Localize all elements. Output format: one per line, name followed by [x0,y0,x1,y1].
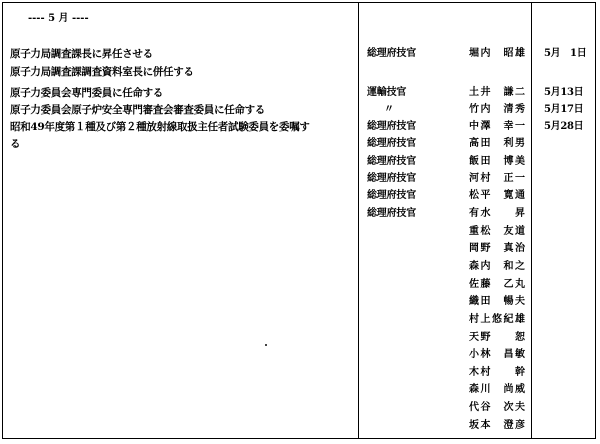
column-divider [531,2,532,439]
official-title: 総理府技官 [367,156,416,167]
appointment-date: 5月13日 [544,87,584,98]
month-heading: ---- 5 月 ---- [28,13,89,24]
person-name: 佐藤 乙丸 [469,279,525,290]
person-name: 坂本 澄彦 [469,420,525,431]
person-name: 織田 暢夫 [469,296,525,307]
matter-line: る [10,138,21,150]
appointment-date: 5月17日 [544,104,584,115]
person-name: 堀内 昭雄 [469,48,525,59]
matter-line: 原子力委員会専門委員に任命する [10,87,163,99]
matter-line: 原子力委員会原子炉安全専門審査会審査委員に任命する [10,104,265,116]
matter-line: 昭和49年度第１種及び第２種放射線取扱主任者試験委員を委嘱す [10,121,310,133]
person-name: 河村 正一 [469,173,525,184]
official-title: 総理府技官 [367,121,416,132]
column-divider [358,2,359,439]
official-title: 運輸技官 [367,87,407,98]
person-name: 松平 寛通 [469,190,525,201]
person-name: 小林 昌敏 [469,349,525,360]
official-title: 〃 [384,104,394,115]
appointment-date: 5月 1日 [544,48,587,59]
official-title: 総理府技官 [367,48,416,59]
matter-line: 原子力局調査課調査資料室長に併任する [10,66,194,78]
person-name: 中澤 幸一 [469,121,525,132]
person-name: 森川 尚威 [469,384,525,395]
official-title: 総理府技官 [367,138,416,149]
appointment-date: 5月28日 [544,121,584,132]
official-title: 総理府技官 [367,208,416,219]
person-name: 天野 恕 [469,332,525,343]
person-name: 村上悠紀雄 [469,314,525,325]
person-name: 飯田 博美 [469,156,525,167]
person-name: 土井 謙二 [469,87,525,98]
person-name: 重松 友道 [469,226,525,237]
official-title: 総理府技官 [367,173,416,184]
person-name: 木村 幹 [469,367,525,378]
person-name: 森内 和之 [469,261,525,272]
person-name: 有水 昇 [469,208,525,219]
person-name: 竹内 清秀 [469,104,525,115]
person-name: 高田 利男 [469,138,525,149]
person-name: 岡野 真治 [469,243,525,254]
matter-line: 原子力局調査課長に昇任させる [10,48,153,60]
stray-dot [265,344,267,346]
official-title: 総理府技官 [367,190,416,201]
person-name: 代谷 次夫 [469,402,525,413]
